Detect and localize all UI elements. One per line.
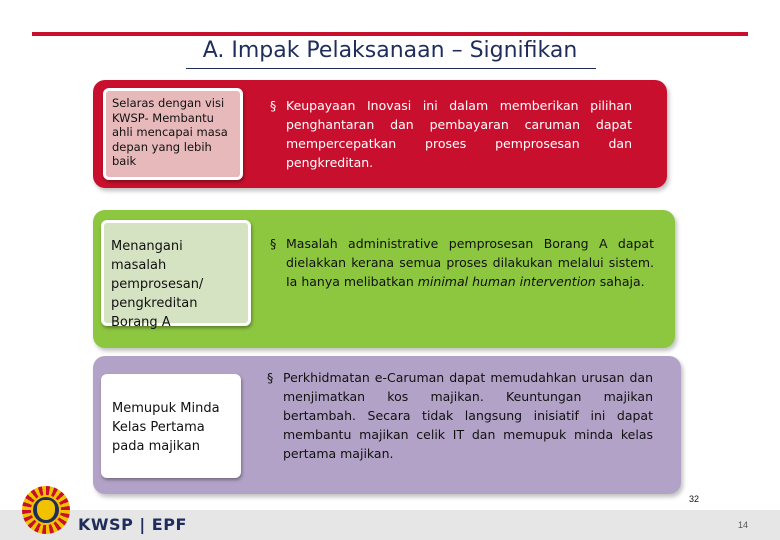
brand-name: KWSP | EPF	[78, 515, 187, 534]
logo-emblem	[31, 495, 61, 525]
bullet-icon: §	[270, 236, 277, 251]
title-underline	[186, 68, 596, 69]
slide-number: 14	[738, 520, 749, 530]
page-number: 32	[689, 494, 700, 504]
bullet-icon: §	[267, 370, 274, 385]
row3-text: Perkhidmatan e-Caruman dapat memudahkan urusan dan menjimatkan kos majikan. Keuntungan majikan bertambah. Secara tidak langsung inisiatif ini dapat membantu majikan celik IT dan memupuk minda kelas pertama majikan.	[283, 370, 653, 461]
kwsp-logo-icon	[22, 486, 70, 534]
bullet-icon: §	[270, 98, 277, 113]
row2-text-b: sahaja.	[595, 274, 645, 289]
row2-text-a: Masalah administrative pemprosesan Borang A dapat dielakkan kerana semua proses dilakukan melalui sistem. Ia hanya melibatkan	[286, 236, 654, 289]
row2-label-box: Menangani masalah pemprosesan/ pengkreditan Borang A	[101, 220, 251, 326]
top-red-rule	[32, 32, 748, 36]
row1-description	[270, 96, 632, 172]
page-title: A. Impak Pelaksanaan – Signifikan	[202, 38, 578, 63]
row3-label-box: Memupuk Minda Kelas Pertama pada majikan	[101, 374, 241, 478]
row1-text: Keupayaan Inovasi ini dalam memberikan pilihan penghantaran dan pembayaran caruman dapat mempercepatkan proses pemprosesan dan pengkreditan.	[286, 98, 632, 170]
logo-mark-icon	[37, 500, 55, 520]
row2-text-emphasis: minimal human intervention	[417, 274, 596, 289]
row2-description	[270, 234, 654, 291]
row3-description	[267, 368, 653, 463]
row1-label-box: Selaras dengan visi KWSP- Membantu ahli mencapai masa depan yang lebih baik	[103, 88, 243, 180]
